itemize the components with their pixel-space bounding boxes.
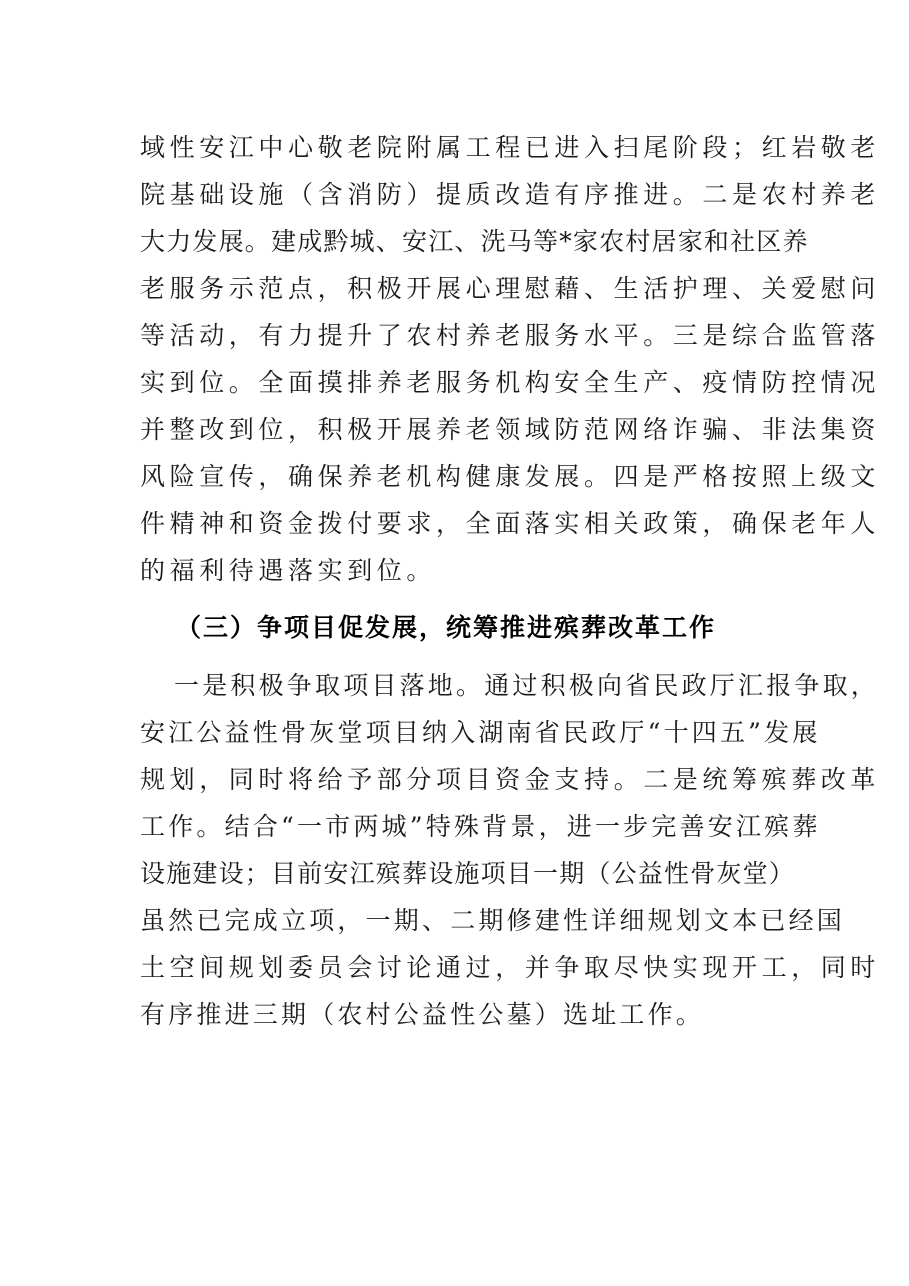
text-line: 安江公益性骨灰堂项目纳入湖南省民政厅“十四五”发展 [140,718,821,747]
text-line: 域性安江中心敬老院附属工程已进入扫尾阶段；红岩敬老 [140,133,881,162]
section-heading: （三）争项目促发展，统筹推进殡葬改革工作 [176,613,717,642]
text-line: 有序推进三期（农村公益性公墓）选址工作。 [140,1000,705,1029]
text-line: 件精神和资金拨付要求，全面落实相关政策，确保老年人 [140,509,881,538]
text-line: 实到位。全面摸排养老服务机构安全生产、疫情防控情况 [140,368,881,397]
text-line: 规划，同时将给予部分项目资金支持。二是统筹殡葬改革 [140,765,881,794]
text-line: 等活动，有力提升了农村养老服务水平。三是综合监管落 [140,321,881,350]
document-body [140,124,881,1038]
text-line: 风险宣传，确保养老机构健康发展。四是严格按照上级文 [140,462,881,491]
text-line: 一是积极争取项目落地。通过积极向省民政厅汇报争取， [174,671,880,700]
text-line: 老服务示范点，积极开展心理慰藉、生活护理、关爱慰问 [140,274,881,303]
text-line: 虽然已完成立项，一期、二期修建性详细规划文本已经国 [140,906,846,935]
paragraph-elderly-care [140,124,881,594]
text-line: 工作。结合“一市两城”特殊背景，进一步完善安江殡葬 [140,812,821,841]
text-line: 院基础设施（含消防）提质改造有序推进。二是农村养老 [140,180,881,209]
text-line: 的福利待遇落实到位。 [140,556,437,585]
text-line: 设施建设；目前安江殡葬设施项目一期（公益性骨灰堂） [140,859,796,888]
paragraph-funeral-reform [140,662,881,1038]
text-line: 大力发展。建成黔城、安江、洗马等*家农村居家和社区养 [140,227,809,256]
text-line: 并整改到位，积极开展养老领域防范网络诈骗、非法集资 [140,415,881,444]
text-line: 土空间规划委员会讨论通过，并争取尽快实现开工，同时 [140,953,881,982]
